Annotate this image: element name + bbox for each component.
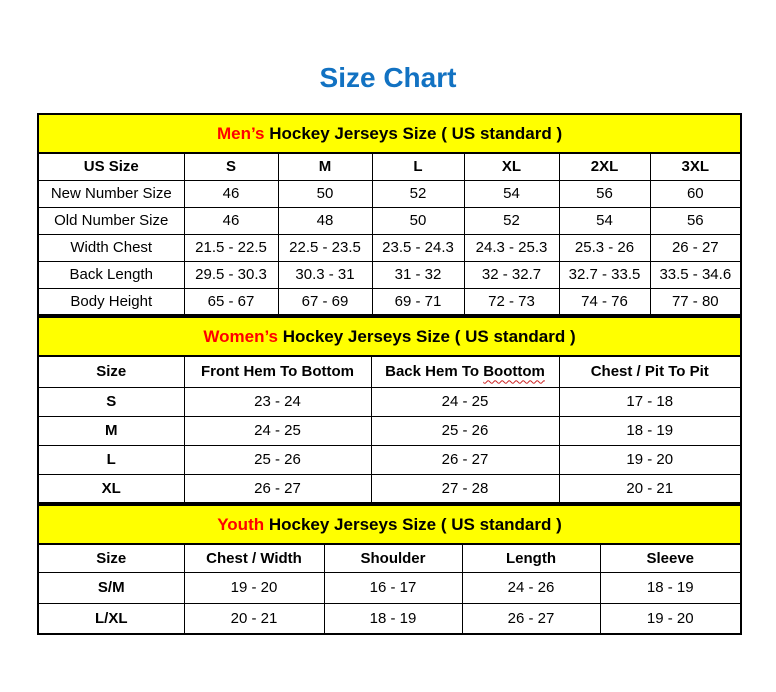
cell: 24.3 - 25.3	[464, 234, 559, 261]
cell: 26 - 27	[462, 603, 600, 634]
cell: 67 - 69	[278, 288, 372, 315]
cell: 54	[559, 207, 650, 234]
womens-col-header-size: Size	[38, 356, 184, 387]
cell: 17 - 18	[559, 387, 741, 416]
cell: 26 - 27	[650, 234, 741, 261]
womens-header-row	[38, 356, 741, 387]
womens-col-header-chest: Chest / Pit To Pit	[559, 356, 741, 387]
youth-section-title-rest: Hockey Jerseys Size ( US standard )	[264, 514, 562, 534]
womens-row-l	[38, 445, 741, 474]
cell: 23 - 24	[184, 387, 371, 416]
cell: 18 - 19	[559, 416, 741, 445]
cell: 19 - 20	[559, 445, 741, 474]
row-label: Back Length	[38, 261, 184, 288]
mens-row-new-number-size	[38, 180, 741, 207]
cell: 24 - 25	[371, 387, 559, 416]
mens-row-old-number-size	[38, 207, 741, 234]
youth-section-band	[38, 505, 741, 544]
cell: 31 - 32	[372, 261, 464, 288]
row-label: S	[38, 387, 184, 416]
cell: 20 - 21	[184, 603, 324, 634]
womens-row-s	[38, 387, 741, 416]
cell: 29.5 - 30.3	[184, 261, 278, 288]
cell: 65 - 67	[184, 288, 278, 315]
cell: 69 - 71	[372, 288, 464, 315]
row-label: M	[38, 416, 184, 445]
womens-row-xl	[38, 474, 741, 503]
mens-col-header-s: S	[184, 153, 278, 180]
cell: 18 - 19	[600, 572, 741, 603]
cell: 50	[278, 180, 372, 207]
mens-row-body-height	[38, 288, 741, 315]
youth-col-header-shoulder: Shoulder	[324, 544, 462, 572]
cell: 27 - 28	[371, 474, 559, 503]
cell: 60	[650, 180, 741, 207]
cell: 23.5 - 24.3	[372, 234, 464, 261]
youth-col-header-chest: Chest / Width	[184, 544, 324, 572]
cell: 25 - 26	[371, 416, 559, 445]
youth-col-header-size: Size	[38, 544, 184, 572]
mens-col-header-m: M	[278, 153, 372, 180]
youth-col-header-sleeve: Sleeve	[600, 544, 741, 572]
cell: 19 - 20	[600, 603, 741, 634]
cell: 16 - 17	[324, 572, 462, 603]
mens-section-band	[38, 114, 741, 153]
mens-size-table	[37, 113, 742, 316]
cell: 50	[372, 207, 464, 234]
cell: 24 - 25	[184, 416, 371, 445]
mens-col-header-3xl: 3XL	[650, 153, 741, 180]
cell: 46	[184, 180, 278, 207]
cell: 32 - 32.7	[464, 261, 559, 288]
womens-size-table	[37, 316, 742, 504]
mens-row-width-chest	[38, 234, 741, 261]
womens-section-title-accent: Women’s	[203, 326, 278, 346]
mens-col-header-2xl: 2XL	[559, 153, 650, 180]
womens-section-title-rest: Hockey Jerseys Size ( US standard )	[278, 326, 576, 346]
cell: 32.7 - 33.5	[559, 261, 650, 288]
womens-col-header-front: Front Hem To Bottom	[184, 356, 371, 387]
mens-row-back-length	[38, 261, 741, 288]
cell: 26 - 27	[371, 445, 559, 474]
cell: 19 - 20	[184, 572, 324, 603]
cell: 52	[464, 207, 559, 234]
youth-row-sm	[38, 572, 741, 603]
mens-section-title	[38, 114, 741, 153]
cell: 25.3 - 26	[559, 234, 650, 261]
row-label: S/M	[38, 572, 184, 603]
row-label: New Number Size	[38, 180, 184, 207]
mens-header-row	[38, 153, 741, 180]
cell: 46	[184, 207, 278, 234]
cell: 74 - 76	[559, 288, 650, 315]
row-label: Body Height	[38, 288, 184, 315]
cell: 72 - 73	[464, 288, 559, 315]
cell: 22.5 - 23.5	[278, 234, 372, 261]
row-label: L	[38, 445, 184, 474]
row-label: Width Chest	[38, 234, 184, 261]
youth-row-lxl	[38, 603, 741, 634]
mens-section-title-rest: Hockey Jerseys Size ( US standard )	[264, 123, 563, 143]
cell: 54	[464, 180, 559, 207]
womens-col-back-misspelled-word: Boottom	[483, 363, 545, 381]
cell: 56	[559, 180, 650, 207]
cell: 33.5 - 34.6	[650, 261, 741, 288]
cell: 30.3 - 31	[278, 261, 372, 288]
cell: 52	[372, 180, 464, 207]
womens-col-header-back	[371, 356, 559, 387]
youth-section-title-accent: Youth	[217, 514, 265, 534]
mens-col-header-xl: XL	[464, 153, 559, 180]
row-label: Old Number Size	[38, 207, 184, 234]
womens-section-band	[38, 317, 741, 356]
row-label: L/XL	[38, 603, 184, 634]
womens-col-back-prefix: Back Hem To	[385, 363, 484, 381]
mens-col-header-us-size: US Size	[38, 153, 184, 180]
youth-header-row	[38, 544, 741, 572]
cell: 26 - 27	[184, 474, 371, 503]
cell: 20 - 21	[559, 474, 741, 503]
mens-col-header-l: L	[372, 153, 464, 180]
womens-row-m	[38, 416, 741, 445]
cell: 18 - 19	[324, 603, 462, 634]
youth-section-title	[38, 505, 741, 544]
cell: 56	[650, 207, 741, 234]
mens-section-title-accent: Men’s	[216, 123, 265, 143]
youth-col-header-length: Length	[462, 544, 600, 572]
row-label: XL	[38, 474, 184, 503]
cell: 21.5 - 22.5	[184, 234, 278, 261]
cell: 48	[278, 207, 372, 234]
page-title: Size Chart	[319, 62, 457, 93]
womens-section-title	[38, 317, 741, 356]
cell: 25 - 26	[184, 445, 371, 474]
youth-size-table	[37, 504, 742, 635]
cell: 24 - 26	[462, 572, 600, 603]
cell: 77 - 80	[650, 288, 741, 315]
